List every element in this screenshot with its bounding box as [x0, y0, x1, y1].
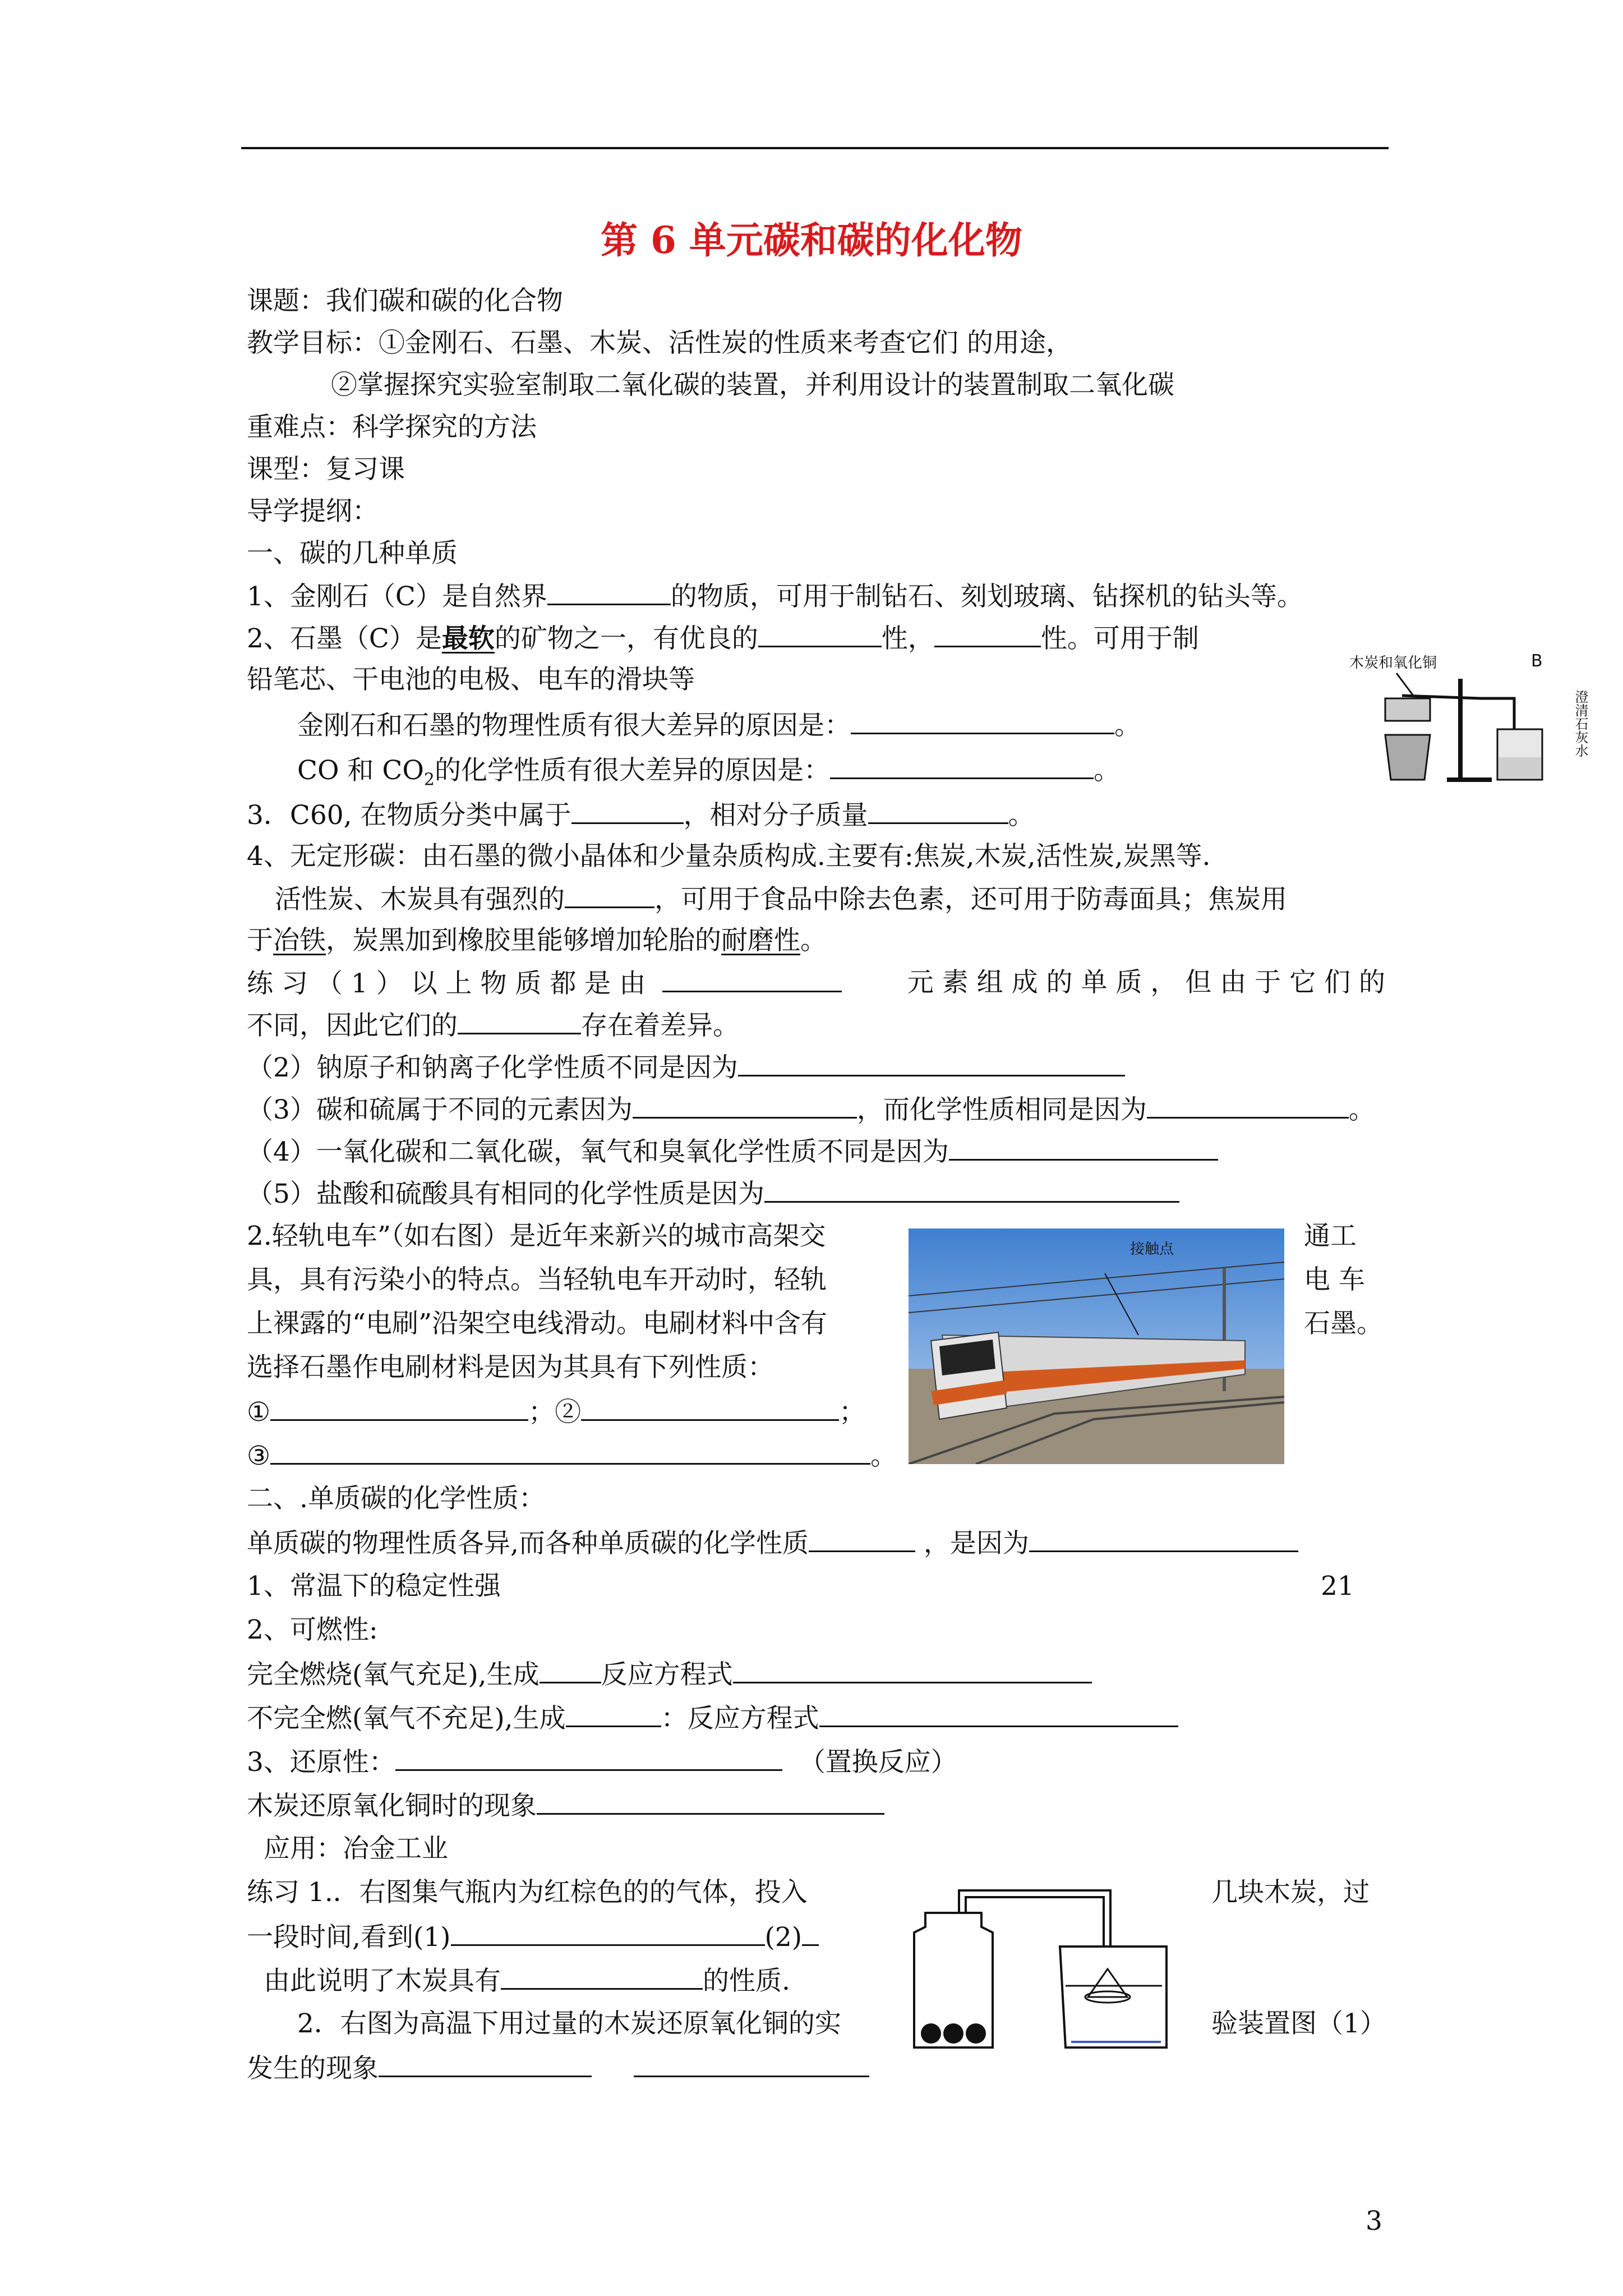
item-amorphous: 4、无定形碳：由石墨的微小晶体和少量杂质构成.主要有:焦炭,木炭,活性炭,炭黑等.: [247, 841, 1211, 872]
coke-line: 于冶铁，炭黑加到橡胶里能够增加轮胎的耐磨性。: [247, 925, 827, 956]
light-rail-answers-2: ③ 。: [247, 1437, 897, 1474]
topic-line: 课题：我们碳和碳的化合物: [247, 286, 563, 316]
incomplete-combustion-line: 不完全燃(氧气不充足),生成 ：反应方程式: [247, 1700, 1178, 1737]
practice-2-line-end: 验装置图（1）: [1211, 2008, 1386, 2039]
outline-heading: 导学提纲：: [247, 496, 379, 527]
blank-field[interactable]: [451, 1918, 765, 1946]
co-co2-question: CO 和 $CO_2$的化学性质有很大差异的原因是： 。: [297, 752, 1120, 798]
exercise-1-line-2: 不同，因此它们的 存在着差异。: [247, 1007, 739, 1044]
key-points-line: 重难点：科学探究的方法: [247, 412, 537, 443]
practice-2-answers: 发生的现象: [247, 2050, 869, 2087]
goals-line: 教学目标：①金刚石、石墨、木炭、活性炭的性质来考查它们 的用途，: [247, 328, 1072, 358]
blank-field[interactable]: [501, 1962, 703, 1990]
section-1-heading: 一、碳的几种单质: [247, 538, 458, 569]
exercise-1-line: 练 习 （ 1 ） 以 上 物 质 都 是 由 元 素 组 成 的 单 质 ， 但 由 于 它 们 的: [247, 965, 1385, 1002]
blank-field[interactable]: [764, 1175, 1179, 1203]
apparatus-label-side: 澄清石灰水: [1573, 690, 1588, 757]
practice-1-line: 练习 1.．右图集气瓶内为红棕色的的气体，投入: [247, 1877, 808, 1908]
blank-field[interactable]: [868, 797, 1008, 824]
item-graphite: 2、石墨（C）是最软的矿物之一，有优良的 性， 性。可用于制: [247, 620, 1199, 657]
blank-field[interactable]: [934, 620, 1041, 647]
blank-field[interactable]: [458, 1007, 581, 1034]
blank-field[interactable]: [565, 881, 654, 908]
section-2-heading: 二、.单质碳的化学性质：: [247, 1483, 545, 1514]
blank-field[interactable]: [949, 1133, 1218, 1161]
blank-field[interactable]: [270, 1393, 528, 1421]
goals-line-2: ②掌握探究实验室制取二氧化碳的装置，并利用设计的装置制取二氧化碳: [331, 370, 1174, 401]
blank-field[interactable]: [566, 1700, 661, 1727]
apparatus-figure-top: [1346, 645, 1598, 785]
page-title: 第 6 单元碳和碳的化化物: [601, 218, 1022, 262]
blank-field[interactable]: [1147, 1091, 1349, 1119]
item-c60: 3．C60, 在物质分类中属于 ，相对分子质量 。: [247, 797, 1035, 834]
lesson-type-line: 课型：复习课: [247, 454, 405, 485]
apparatus-drawing: [1346, 645, 1598, 785]
blank-field[interactable]: [581, 1393, 839, 1421]
page-number: 3: [1366, 2206, 1382, 2237]
train-image: [909, 1228, 1284, 1464]
blank-field[interactable]: [809, 1525, 915, 1552]
reducibility-line: 3、还原性： （置换反应）: [247, 1743, 957, 1780]
light-rail-line-2-end: 电 车: [1304, 1264, 1365, 1295]
blank-field[interactable]: [395, 1743, 782, 1771]
application-line: 应用：冶金工业: [264, 1833, 448, 1864]
blank-field[interactable]: [830, 752, 1094, 779]
apparatus-label-b: B: [1531, 651, 1543, 671]
blank-field[interactable]: [537, 1787, 884, 1815]
item-diamond: 1、金刚石（C）是自然界 的物质，可用于制钻石、刻划玻璃、钻探机的钻头等。: [247, 578, 1303, 615]
activated-carbon-line: 活性炭、木炭具有强烈的 ，可用于食品中除去色素，还可用于防毒面具；焦炭用: [275, 881, 1287, 918]
apparatus-label-main: 木炭和氧化铜: [1349, 655, 1437, 671]
combustibility-heading: 2、可燃性:: [247, 1614, 378, 1645]
photo-label: 接触点: [1130, 1241, 1174, 1258]
blank-field[interactable]: [633, 1091, 857, 1119]
blank-field[interactable]: [662, 965, 842, 992]
blank-field[interactable]: [819, 1700, 1178, 1727]
exercise-5-line: （5）盐酸和硫酸具有相同的化学性质是因为: [247, 1175, 1179, 1212]
light-rail-photo: [909, 1228, 1284, 1464]
light-rail-line-2: 具，具有污染小的特点。当轻轨电车开动时，轻轨: [247, 1264, 827, 1295]
blank-field[interactable]: [547, 578, 671, 605]
exercise-4-line: （4）一氧化碳和二氧化碳，氧气和臭氧化学性质不同是因为: [247, 1133, 1218, 1170]
practice-1-conclusion: 由此说明了木炭具有 的性质.: [264, 1962, 790, 1999]
stability-line: 1、常温下的稳定性强: [247, 1571, 501, 1602]
blank-field[interactable]: [758, 620, 882, 647]
light-rail-line-1: 2.轻轨电车”（如右图）是近年来新兴的城市高架交: [247, 1221, 826, 1251]
blank-field[interactable]: [540, 1656, 601, 1683]
light-rail-line-3: 上裸露的“电刷”沿架空电线滑动。电刷材料中含有: [247, 1308, 828, 1339]
exercise-2-line: （2）钠原子和钠离子化学性质不同是因为: [247, 1049, 1125, 1086]
blank-field[interactable]: [571, 797, 684, 824]
practice-2-line: 2．右图为高温下用过量的木炭还原氧化铜的实: [297, 2008, 841, 2039]
light-rail-answers-1: ① ；② ；: [247, 1393, 865, 1430]
blank-field[interactable]: [802, 1918, 819, 1946]
blank-field[interactable]: [733, 1656, 1092, 1683]
header-rule: [241, 147, 1389, 149]
blank-field[interactable]: [851, 707, 1114, 734]
complete-combustion-line: 完全燃烧(氧气充足),生成 反应方程式: [247, 1656, 1092, 1693]
phenomenon-line: 木炭还原氧化铜时的现象: [247, 1787, 884, 1824]
blank-field[interactable]: [1029, 1525, 1298, 1552]
blank-field[interactable]: [634, 2050, 869, 2077]
graphite-uses: 铅笔芯、干电池的电极、电车的滑块等: [247, 664, 695, 695]
blank-field[interactable]: [379, 2050, 592, 2077]
light-rail-line-4: 选择石墨作电刷材料是因为其具有下列性质：: [247, 1352, 774, 1383]
practice-1-line-end: 几块木炭，过: [1211, 1877, 1370, 1908]
exercise-3-line: （3）碳和硫属于不同的元素因为 ，而化学性质相同是因为 。: [247, 1091, 1375, 1128]
light-rail-line-1-end: 通工: [1304, 1221, 1357, 1251]
stray-number: 21: [1321, 1571, 1354, 1602]
light-rail-line-3-end: 石墨。: [1304, 1308, 1383, 1339]
diamond-graphite-question: 金刚石和石墨的物理性质有很大差异的原因是： 。: [297, 707, 1141, 744]
gas-bottle-drawing: [903, 1879, 1206, 2059]
blank-field[interactable]: [270, 1437, 870, 1465]
blank-field[interactable]: [738, 1049, 1125, 1076]
gas-bottle-apparatus: [903, 1879, 1206, 2059]
chemical-properties-line: 单质碳的物理性质各异,而各种单质碳的化学性质 ，是因为: [247, 1525, 1298, 1562]
practice-1-answers: 一段时间,看到(1) (2): [247, 1918, 819, 1955]
